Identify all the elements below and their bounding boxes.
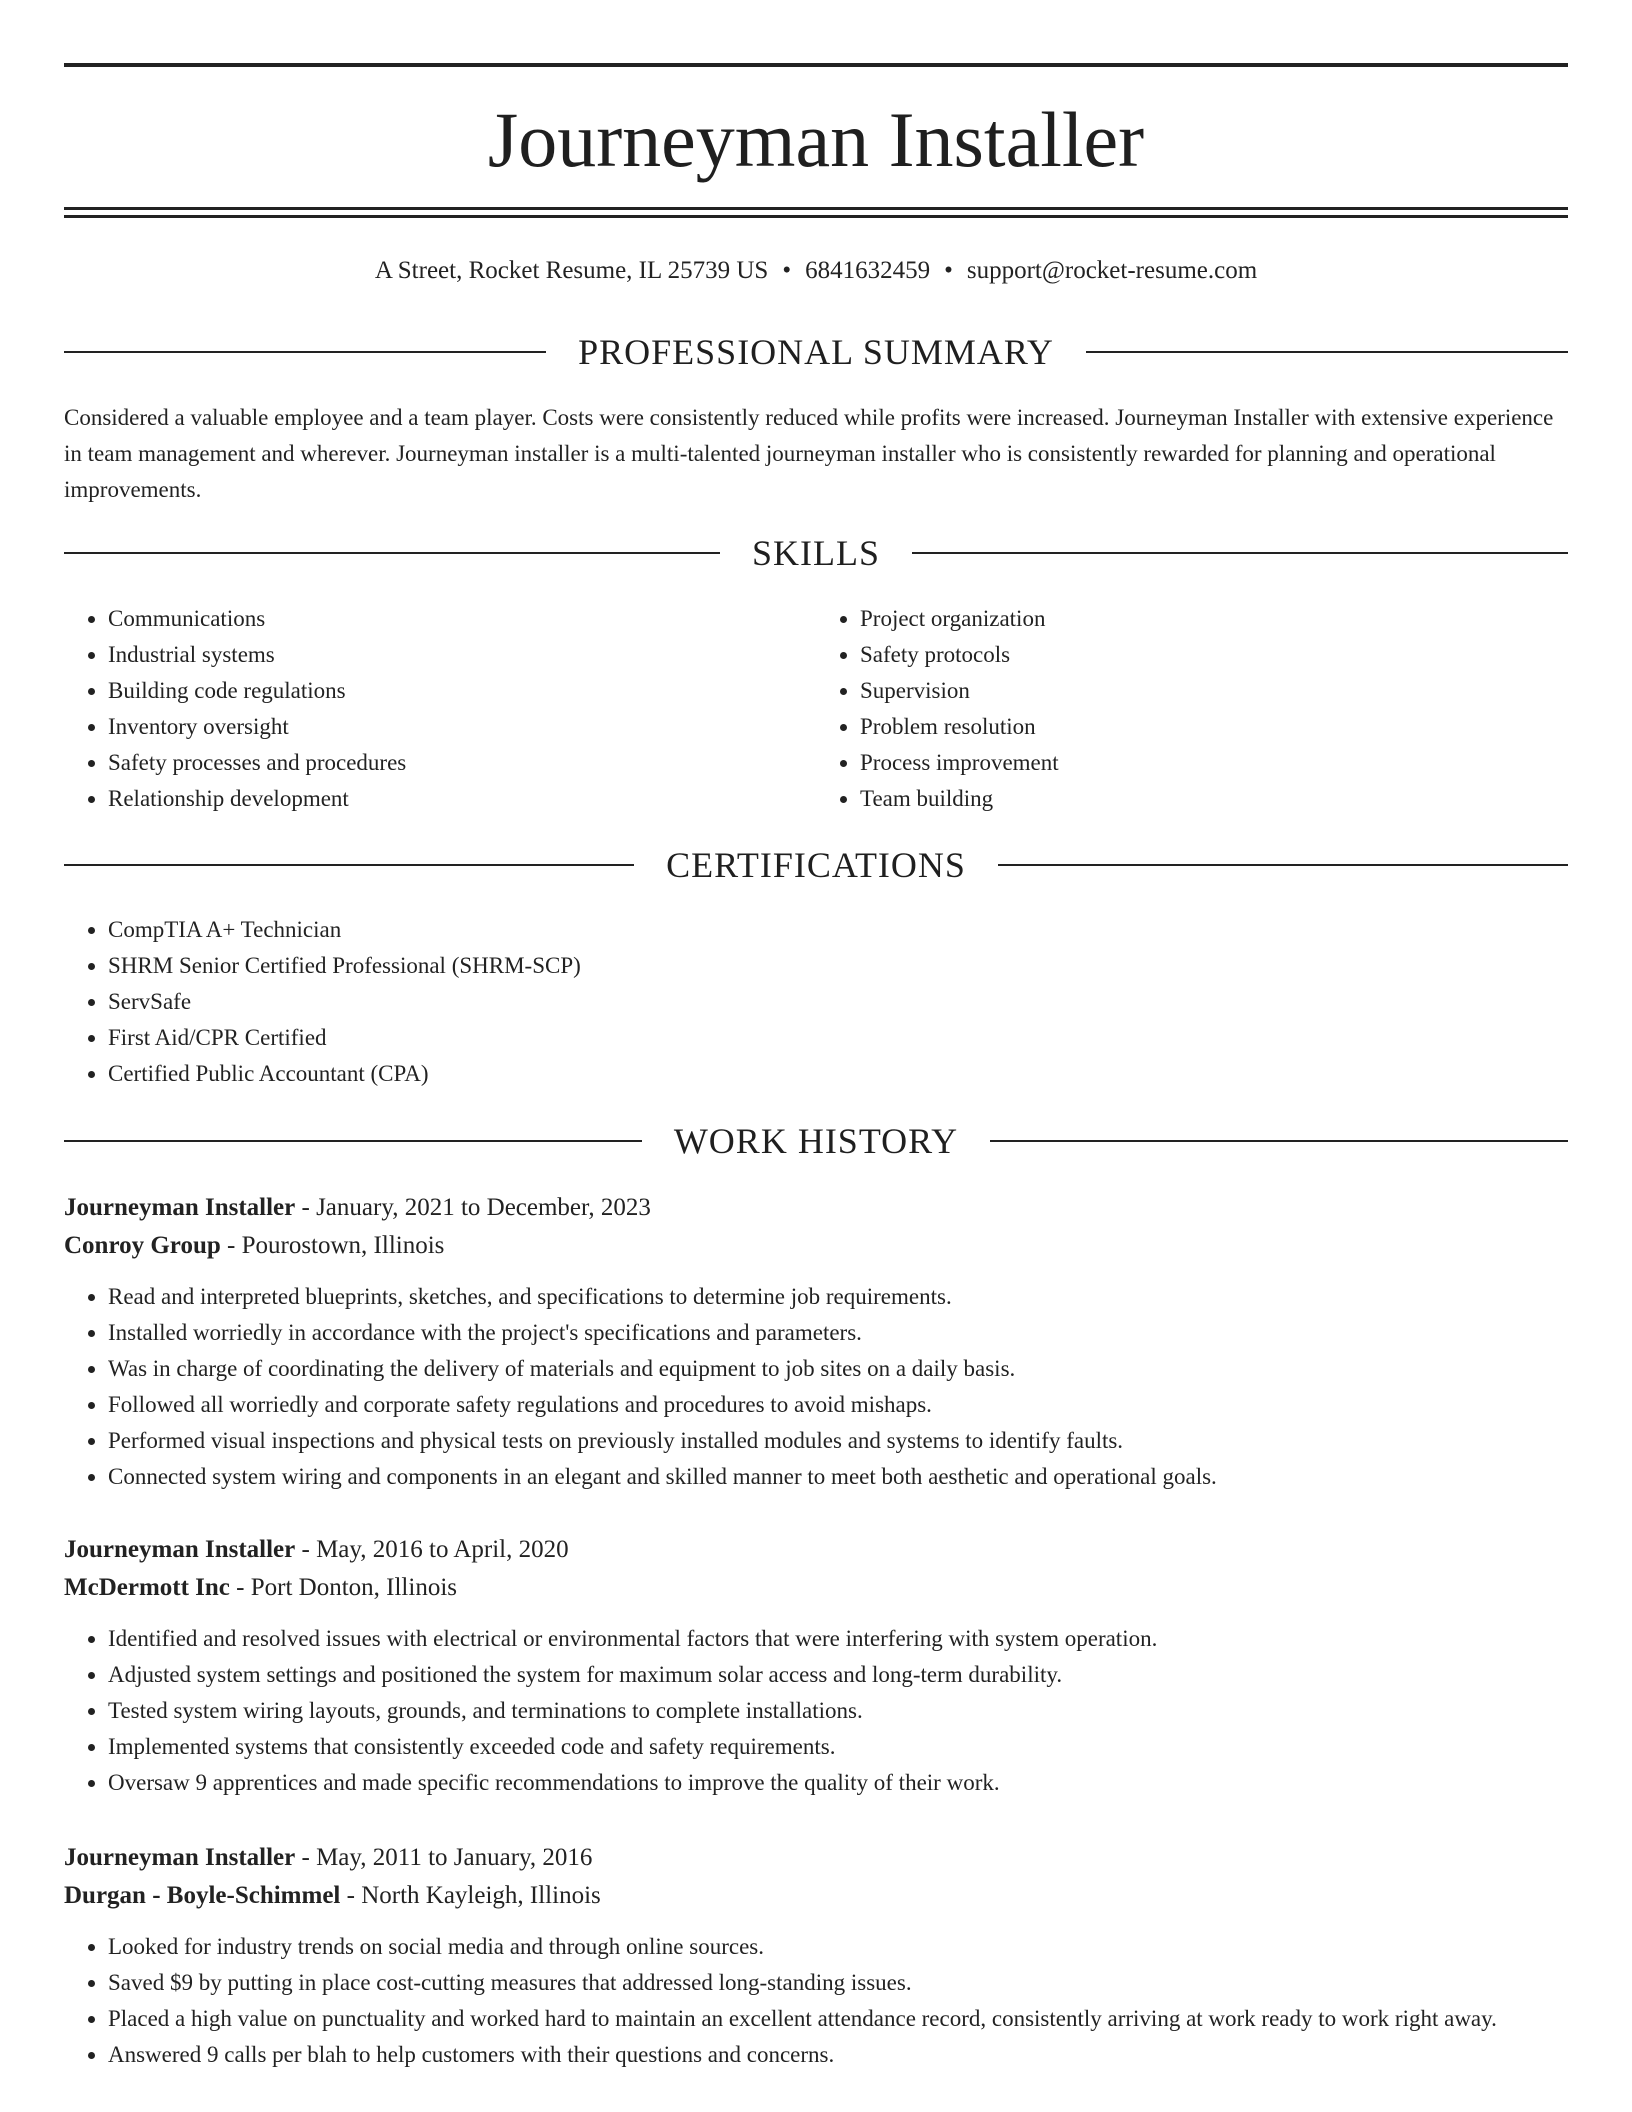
- job-company: Conroy Group: [64, 1232, 221, 1259]
- contact-email: support@rocket-resume.com: [966, 257, 1258, 284]
- summary-text: Considered a valuable employee and a team player. Costs were consistently reduced while profits were increased. Journeyman Installer with extensive experience in team management and wherever. Journeyman installer is a multi-talented journeyman installer who is consistently rewarded for planning and operational improvements.: [64, 405, 1554, 502]
- job-location: - North Kayleigh, Illinois: [340, 1882, 601, 1909]
- job-dates: - May, 2011 to January, 2016: [295, 1844, 593, 1871]
- job-title-line: [64, 1531, 1568, 1569]
- heading-rule: [64, 1140, 642, 1142]
- resume-title: Journeyman Installer: [487, 96, 1145, 183]
- job-location: - Pourostown, Illinois: [220, 1232, 445, 1259]
- skills-list-right: [816, 601, 1568, 817]
- job-company: Durgan - Boyle-Schimmel: [64, 1882, 341, 1909]
- skill-item: • Industrial systems: [108, 637, 816, 673]
- job-company-line: [64, 1569, 1568, 1607]
- contact-phone: 6841632459: [805, 257, 931, 284]
- work-history-title: WORK HISTORY: [673, 1121, 959, 1161]
- job-bullet: • Identified and resolved issues with electrical or environmental factors that were interfering with system operation.: [108, 1621, 1568, 1657]
- job-company: McDermott Inc: [64, 1574, 230, 1601]
- job-entry: [64, 1189, 1568, 1495]
- job-bullet: • Performed visual inspections and physical tests on previously installed modules and systems to identify faults.: [108, 1423, 1568, 1459]
- skill-item: • Team building: [860, 781, 1568, 817]
- job-title-line: [64, 1189, 1568, 1227]
- job-dates: - January, 2021 to December, 2023: [295, 1194, 651, 1221]
- heading-rule: [64, 351, 546, 353]
- summary-title: PROFESSIONAL SUMMARY: [578, 332, 1054, 372]
- skills-title: SKILLS: [752, 533, 881, 573]
- skill-item: • Safety protocols: [860, 637, 1568, 673]
- job-entry: [64, 1531, 1568, 1801]
- skills-columns: [64, 601, 1568, 817]
- skill-item: • Inventory oversight: [108, 709, 816, 745]
- skills-column-right: [816, 601, 1568, 817]
- work-history-heading: [64, 1119, 1568, 1163]
- job-dates: - May, 2016 to April, 2020: [295, 1536, 569, 1563]
- job-bullet: • Followed all worriedly and corporate safety regulations and procedures to avoid mishaps.: [108, 1387, 1568, 1423]
- skill-item: • Safety processes and procedures: [108, 745, 816, 781]
- job-title-line: [64, 1839, 1568, 1877]
- skill-item: • Process improvement: [860, 745, 1568, 781]
- skills-column-left: [64, 601, 816, 817]
- skill-item: • Communications: [108, 601, 816, 637]
- job-bullet: • Looked for industry trends on social media and through online sources.: [108, 1929, 1568, 1965]
- certifications-block: [64, 912, 1568, 1092]
- job-company-line: [64, 1877, 1568, 1915]
- job-bullet: • Read and interpreted blueprints, sketches, and specifications to determine job requirements.: [108, 1279, 1568, 1315]
- certification-item: • Certified Public Accountant (CPA): [108, 1056, 1568, 1092]
- title-rule-upper: [64, 207, 1568, 210]
- certifications-heading: [64, 843, 1568, 887]
- job-bullet: • Installed worriedly in accordance with the project's specifications and parameters.: [108, 1315, 1568, 1351]
- skill-item: • Supervision: [860, 673, 1568, 709]
- certification-item: • First Aid/CPR Certified: [108, 1020, 1568, 1056]
- contact-address: A Street, Rocket Resume, IL 25739 US: [374, 257, 769, 284]
- skills-heading: [64, 531, 1568, 575]
- heading-rule: [1086, 351, 1568, 353]
- certifications-title: CERTIFICATIONS: [666, 845, 966, 885]
- job-bullet: • Connected system wiring and components in an elegant and skilled manner to meet both aesthetic and operational goals.: [108, 1459, 1568, 1495]
- certification-item: • ServSafe: [108, 984, 1568, 1020]
- job-bullets: [64, 1929, 1568, 2073]
- heading-rule: [912, 552, 1568, 554]
- job-bullets: [64, 1279, 1568, 1495]
- job-title: Journeyman Installer: [64, 1536, 296, 1563]
- title-rule-lower: [64, 215, 1568, 218]
- job-bullets: [64, 1621, 1568, 1801]
- skill-item: • Building code regulations: [108, 673, 816, 709]
- certification-item: • SHRM Senior Certified Professional (SHRM-SCP): [108, 948, 1568, 984]
- job-bullet: • Implemented systems that consistently exceeded code and safety requirements.: [108, 1729, 1568, 1765]
- skill-item: • Problem resolution: [860, 709, 1568, 745]
- top-rule: [64, 63, 1568, 67]
- job-bullet: • Placed a high value on punctuality and worked hard to maintain an excellent attendance record, consistently arriving at work ready to work right away.: [108, 2001, 1568, 2037]
- job-bullet: • Answered 9 calls per blah to help customers with their questions and concerns.: [108, 2037, 1568, 2073]
- heading-rule: [64, 552, 720, 554]
- job-company-line: [64, 1227, 1568, 1265]
- job-entry: [64, 1839, 1568, 2073]
- job-bullet: • Adjusted system settings and positioned the system for maximum solar access and long-term durability.: [108, 1657, 1568, 1693]
- contact-separator: •: [944, 257, 953, 284]
- certification-item: • CompTIA A+ Technician: [108, 912, 1568, 948]
- skill-item: • Relationship development: [108, 781, 816, 817]
- job-bullet: • Oversaw 9 apprentices and made specific recommendations to improve the quality of their work.: [108, 1765, 1568, 1801]
- contact-separator: •: [782, 257, 792, 284]
- summary-heading: [64, 330, 1568, 374]
- heading-rule: [64, 864, 634, 866]
- job-title: Journeyman Installer: [64, 1194, 296, 1221]
- skill-item: • Project organization: [860, 601, 1568, 637]
- skills-list-left: [64, 601, 816, 817]
- job-location: - Port Donton, Illinois: [229, 1574, 457, 1601]
- certifications-list: [64, 912, 1568, 1092]
- job-bullet: • Saved $9 by putting in place cost-cutting measures that addressed long-standing issues.: [108, 1965, 1568, 2001]
- heading-rule: [990, 1140, 1568, 1142]
- job-bullet: • Tested system wiring layouts, grounds, and terminations to complete installations.: [108, 1693, 1568, 1729]
- job-title: Journeyman Installer: [64, 1844, 296, 1871]
- heading-rule: [998, 864, 1568, 866]
- contact-line: [64, 254, 1568, 288]
- job-bullet: • Was in charge of coordinating the delivery of materials and equipment to job sites on a daily basis.: [108, 1351, 1568, 1387]
